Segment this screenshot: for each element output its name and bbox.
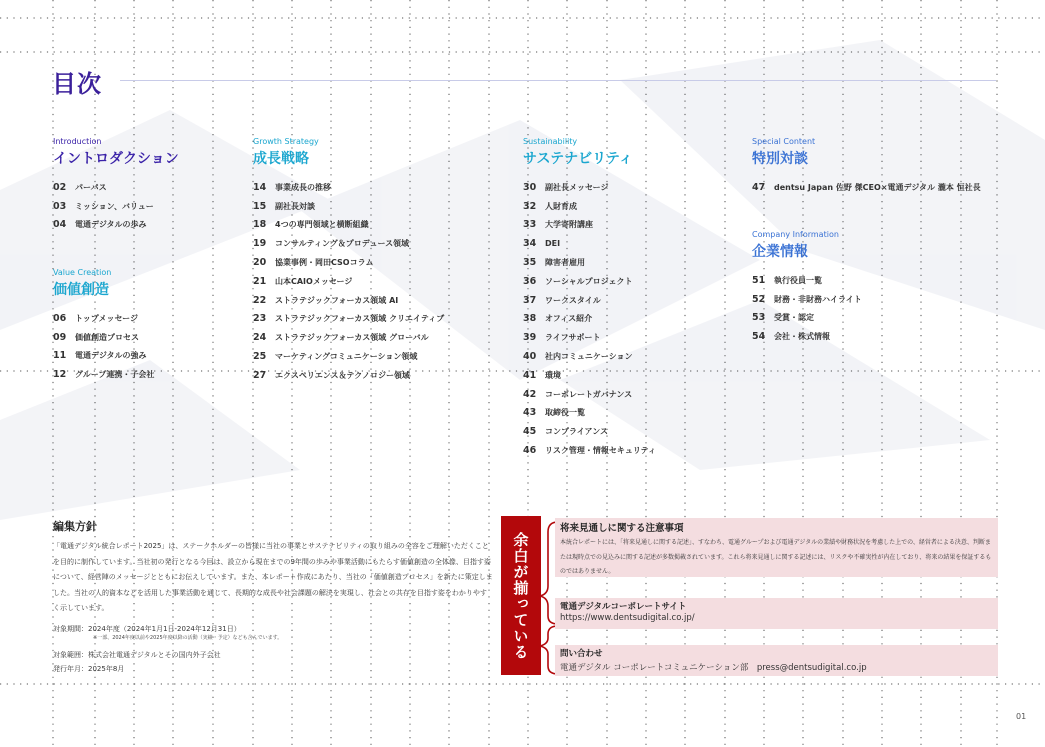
- toc-item[interactable]: [523, 253, 656, 272]
- toc-item[interactable]: [253, 291, 444, 310]
- section-label-en: Introduction: [53, 137, 102, 146]
- toc-page-number: 24: [253, 332, 267, 344]
- toc-page-number: 46: [523, 445, 537, 457]
- toc-item[interactable]: [523, 404, 656, 423]
- toc-item[interactable]: [253, 347, 444, 366]
- toc-item-title: 山本CAIOメッセージ: [275, 276, 353, 286]
- toc-item-title: 事業成長の推移: [275, 182, 331, 192]
- toc-item[interactable]: [523, 310, 656, 329]
- toc-item[interactable]: [53, 365, 154, 384]
- toc-page-number: 52: [752, 293, 766, 305]
- section-heading: サステナビリティ: [523, 151, 633, 167]
- toc-page-number: 42: [523, 388, 537, 400]
- toc-item-title: 財務・非財務ハイライト: [774, 294, 862, 304]
- toc-item[interactable]: [253, 216, 444, 235]
- contact-heading: 問い合わせ: [560, 649, 603, 659]
- toc-item-title: トップメッセージ: [75, 313, 138, 323]
- toc-page-number: 14: [253, 181, 267, 193]
- corporate-site-url[interactable]: https://www.dentsudigital.co.jp/: [560, 613, 695, 623]
- toc-page-number: 23: [253, 313, 267, 325]
- toc-page-number: 06: [53, 312, 67, 324]
- toc-item[interactable]: [253, 178, 444, 197]
- toc-page-number: 34: [523, 238, 537, 250]
- toc-item[interactable]: [53, 178, 179, 197]
- section-label-en: Company Information: [752, 230, 839, 239]
- toc-item-title: 協業事例・岡田CSOコラム: [275, 258, 374, 268]
- toc-item-title: 会社・株式情報: [774, 332, 830, 342]
- toc-item[interactable]: [523, 347, 656, 366]
- section-heading: 特別対談: [752, 151, 808, 167]
- section-heading: イントロダクション: [53, 151, 179, 167]
- forward-looking-heading: 将来見通しに関する注意事項: [560, 523, 684, 534]
- toc-item-title: 人財育成: [545, 201, 577, 211]
- toc-page-number: 41: [523, 369, 537, 381]
- section-label-en: Sustainability: [523, 137, 578, 146]
- toc-item[interactable]: [523, 385, 656, 404]
- toc-item[interactable]: [53, 197, 179, 216]
- toc-item-title: 4つの専門領域と横断組織: [275, 220, 369, 230]
- toc-page-number: 37: [523, 294, 537, 306]
- toc-list: [53, 309, 154, 384]
- toc-item-title: 執行役員一覧: [774, 275, 822, 285]
- toc-item[interactable]: [53, 328, 154, 347]
- toc-page-number: 04: [53, 219, 67, 231]
- toc-item-title: 障害者雇用: [545, 258, 585, 268]
- toc-item-title: コーポレートガバナンス: [545, 389, 633, 399]
- toc-item-title: 副社長対談: [275, 201, 315, 211]
- toc-page-number: 38: [523, 313, 537, 325]
- toc-item-title: 価値創造プロセス: [75, 332, 139, 342]
- toc-section-value-creation: [53, 268, 154, 384]
- toc-item[interactable]: [253, 328, 444, 347]
- toc-page-number: 51: [752, 274, 766, 286]
- page-title: 目次: [52, 70, 102, 98]
- toc-item[interactable]: [523, 422, 656, 441]
- toc-item[interactable]: [523, 272, 656, 291]
- toc-item-title: ソーシャルプロジェクト: [545, 276, 633, 286]
- section-label-en: Growth Strategy: [253, 137, 319, 146]
- margin-annotation-label: [501, 516, 541, 675]
- editorial-period: 対象期間：2024年度（2024年1月1日-2024年12月31日）: [53, 625, 241, 633]
- title-divider: [120, 80, 996, 81]
- toc-page-number: 22: [253, 294, 267, 306]
- toc-page-number: 39: [523, 332, 537, 344]
- toc-item-title: パーパス: [75, 182, 107, 192]
- toc-item[interactable]: [752, 271, 862, 290]
- editorial-scope: 対象範囲：株式会社電通デジタルとその国内外子会社: [53, 651, 221, 659]
- toc-item[interactable]: [523, 291, 656, 310]
- section-label-en: Special Content: [752, 137, 816, 146]
- toc-item[interactable]: [53, 216, 179, 235]
- toc-section-growth-strategy: [253, 137, 444, 385]
- toc-list: [53, 178, 179, 234]
- toc-page-number: 18: [253, 219, 267, 231]
- toc-page-number: 54: [752, 331, 766, 343]
- toc-list: [752, 178, 981, 197]
- section-label-en: Value Creation: [53, 268, 112, 277]
- toc-page-number: 25: [253, 351, 267, 363]
- toc-page-number: 21: [253, 275, 267, 287]
- toc-item[interactable]: [752, 290, 862, 309]
- toc-section-company-information: [752, 230, 862, 346]
- toc-item-title: マーケティングコミュニケーション領域: [275, 352, 418, 362]
- toc-item[interactable]: [253, 366, 444, 385]
- margin-annotation-text: 余白が揃っている: [511, 531, 530, 660]
- toc-item-title: 取締役一覧: [545, 408, 585, 418]
- toc-section-special-content: [752, 137, 981, 197]
- toc-page-number: 36: [523, 275, 537, 287]
- contact-text[interactable]: 電通デジタル コーポレートコミュニケーション部 press@dentsudigital.co.jp: [560, 663, 867, 673]
- toc-page-number: 19: [253, 238, 267, 250]
- toc-list: [752, 271, 862, 346]
- toc-item[interactable]: [523, 328, 656, 347]
- toc-item[interactable]: [253, 310, 444, 329]
- toc-page-number: 02: [53, 181, 67, 193]
- toc-page-number: 40: [523, 351, 537, 363]
- toc-list: [253, 178, 444, 385]
- toc-item-title: ワークスタイル: [545, 295, 601, 305]
- toc-item[interactable]: [253, 234, 444, 253]
- toc-item[interactable]: [752, 327, 862, 346]
- toc-item[interactable]: [253, 253, 444, 272]
- toc-page-number: 33: [523, 219, 537, 231]
- toc-section-sustainability: [523, 137, 656, 460]
- toc-page-number: 20: [253, 257, 267, 269]
- toc-item-title: ライフサポート: [545, 333, 601, 343]
- toc-item[interactable]: [752, 178, 981, 197]
- toc-item[interactable]: [523, 234, 656, 253]
- toc-item-title: コンプライアンス: [545, 427, 608, 437]
- toc-item[interactable]: [253, 272, 444, 291]
- toc-page-number: 15: [253, 200, 267, 212]
- toc-item-title: 副社長メッセージ: [545, 182, 609, 192]
- toc-page-number: 43: [523, 407, 537, 419]
- toc-item[interactable]: [53, 347, 154, 366]
- toc-item[interactable]: [523, 441, 656, 460]
- toc-item[interactable]: [752, 309, 862, 328]
- toc-item-title: dentsu Japan 佐野 傑CEO×電通デジタル 瀧本 恒社長: [774, 182, 981, 192]
- toc-section-introduction: [53, 137, 179, 234]
- toc-item-title: ストラテジックフォーカス領域 クリエイティブ: [275, 314, 445, 324]
- editorial-body: 「電通デジタル統合レポート2025」は、ステークホルダーの皆様に当社の事業とサステナビリティの取り組みの全容をご理解いただくことを目的に制作しています。当社初の発行となる今回は、設立から現在までの9年間の歩みや事業活動にもたらす価値創造の全体像、目指す姿について、経営陣のメッセージとともにお伝えしています。また、本レポート作成にあたり、当社の「価値創造プロセス」を新たに策定しました。当社の人的資本などを活用した事業活動を通じて、長期的な成長や社会課題の解決を実現し、社会との共存を目指す姿をわかりやすく示しています。: [53, 542, 493, 612]
- editorial-issued: 発行年月：2025年8月: [53, 665, 125, 673]
- toc-item-title: 大学寄附講座: [545, 220, 593, 230]
- toc-item-title: 社内コミュニケーション: [545, 352, 633, 362]
- toc-item[interactable]: [523, 216, 656, 235]
- toc-item-title: DEI: [545, 239, 561, 249]
- toc-page-number: 45: [523, 426, 537, 438]
- editorial-heading: 編集方針: [53, 520, 97, 533]
- toc-item-title: コンサルティング＆プロデュース領域: [275, 239, 410, 249]
- toc-item[interactable]: [523, 178, 656, 197]
- toc-item-title: 電通デジタルの歩み: [75, 220, 147, 230]
- section-heading: 企業情報: [752, 244, 808, 260]
- toc-item-title: リスク管理・情報セキュリティ: [545, 446, 657, 456]
- toc-page-number: 11: [53, 350, 67, 362]
- forward-looking-body: 本統合レポートには、「将来見通しに関する記述」、すなわち、電通グループおよび電通デジタルの業績や財務状況を考慮した上での、経営者による決意、判断または現時点での見込みに関する記述が多数掲載されています。これら将来見通しに関する記述には、リスクや不確実性が内在しており、将来の結果を保証するものではありません。: [560, 539, 992, 575]
- toc-item-title: ミッション、バリュー: [75, 201, 154, 211]
- toc-page-number: 09: [53, 331, 67, 343]
- page-number: 01: [1016, 712, 1027, 721]
- toc-page-number: 03: [53, 200, 67, 212]
- toc-page-number: 47: [752, 181, 766, 193]
- section-heading: 成長戦略: [253, 151, 309, 167]
- toc-item-title: 環境: [545, 370, 561, 380]
- toc-item-title: ストラテジックフォーカス領域 グローバル: [275, 333, 429, 343]
- toc-item-title: 受賞・認定: [774, 313, 814, 323]
- toc-page-number: 32: [523, 200, 537, 212]
- toc-list: [523, 178, 656, 460]
- toc-item[interactable]: [53, 309, 154, 328]
- toc-page-number: 30: [523, 181, 537, 193]
- corporate-site-heading: 電通デジタルコーポレートサイト: [560, 602, 687, 612]
- toc-item-title: グループ連携・子会社: [75, 370, 155, 380]
- toc-item[interactable]: [523, 366, 656, 385]
- section-heading: 価値創造: [53, 282, 109, 298]
- toc-item-title: エクスペリエンス＆テクノロジー領域: [275, 370, 411, 380]
- toc-page-number: 53: [752, 312, 766, 324]
- toc-item[interactable]: [523, 197, 656, 216]
- editorial-period-note: ※一部、2024年度以前や2025年度以降の活動（実績・予定）なども含んでいます。: [93, 635, 283, 641]
- toc-page-number: 35: [523, 257, 537, 269]
- toc-page-number: 12: [53, 369, 67, 381]
- toc-item-title: ストラテジックフォーカス領域 AI: [275, 295, 399, 305]
- toc-item-title: オフィス紹介: [545, 314, 593, 324]
- toc-item[interactable]: [253, 197, 444, 216]
- toc-page-number: 27: [253, 369, 267, 381]
- toc-item-title: 電通デジタルの強み: [75, 351, 147, 361]
